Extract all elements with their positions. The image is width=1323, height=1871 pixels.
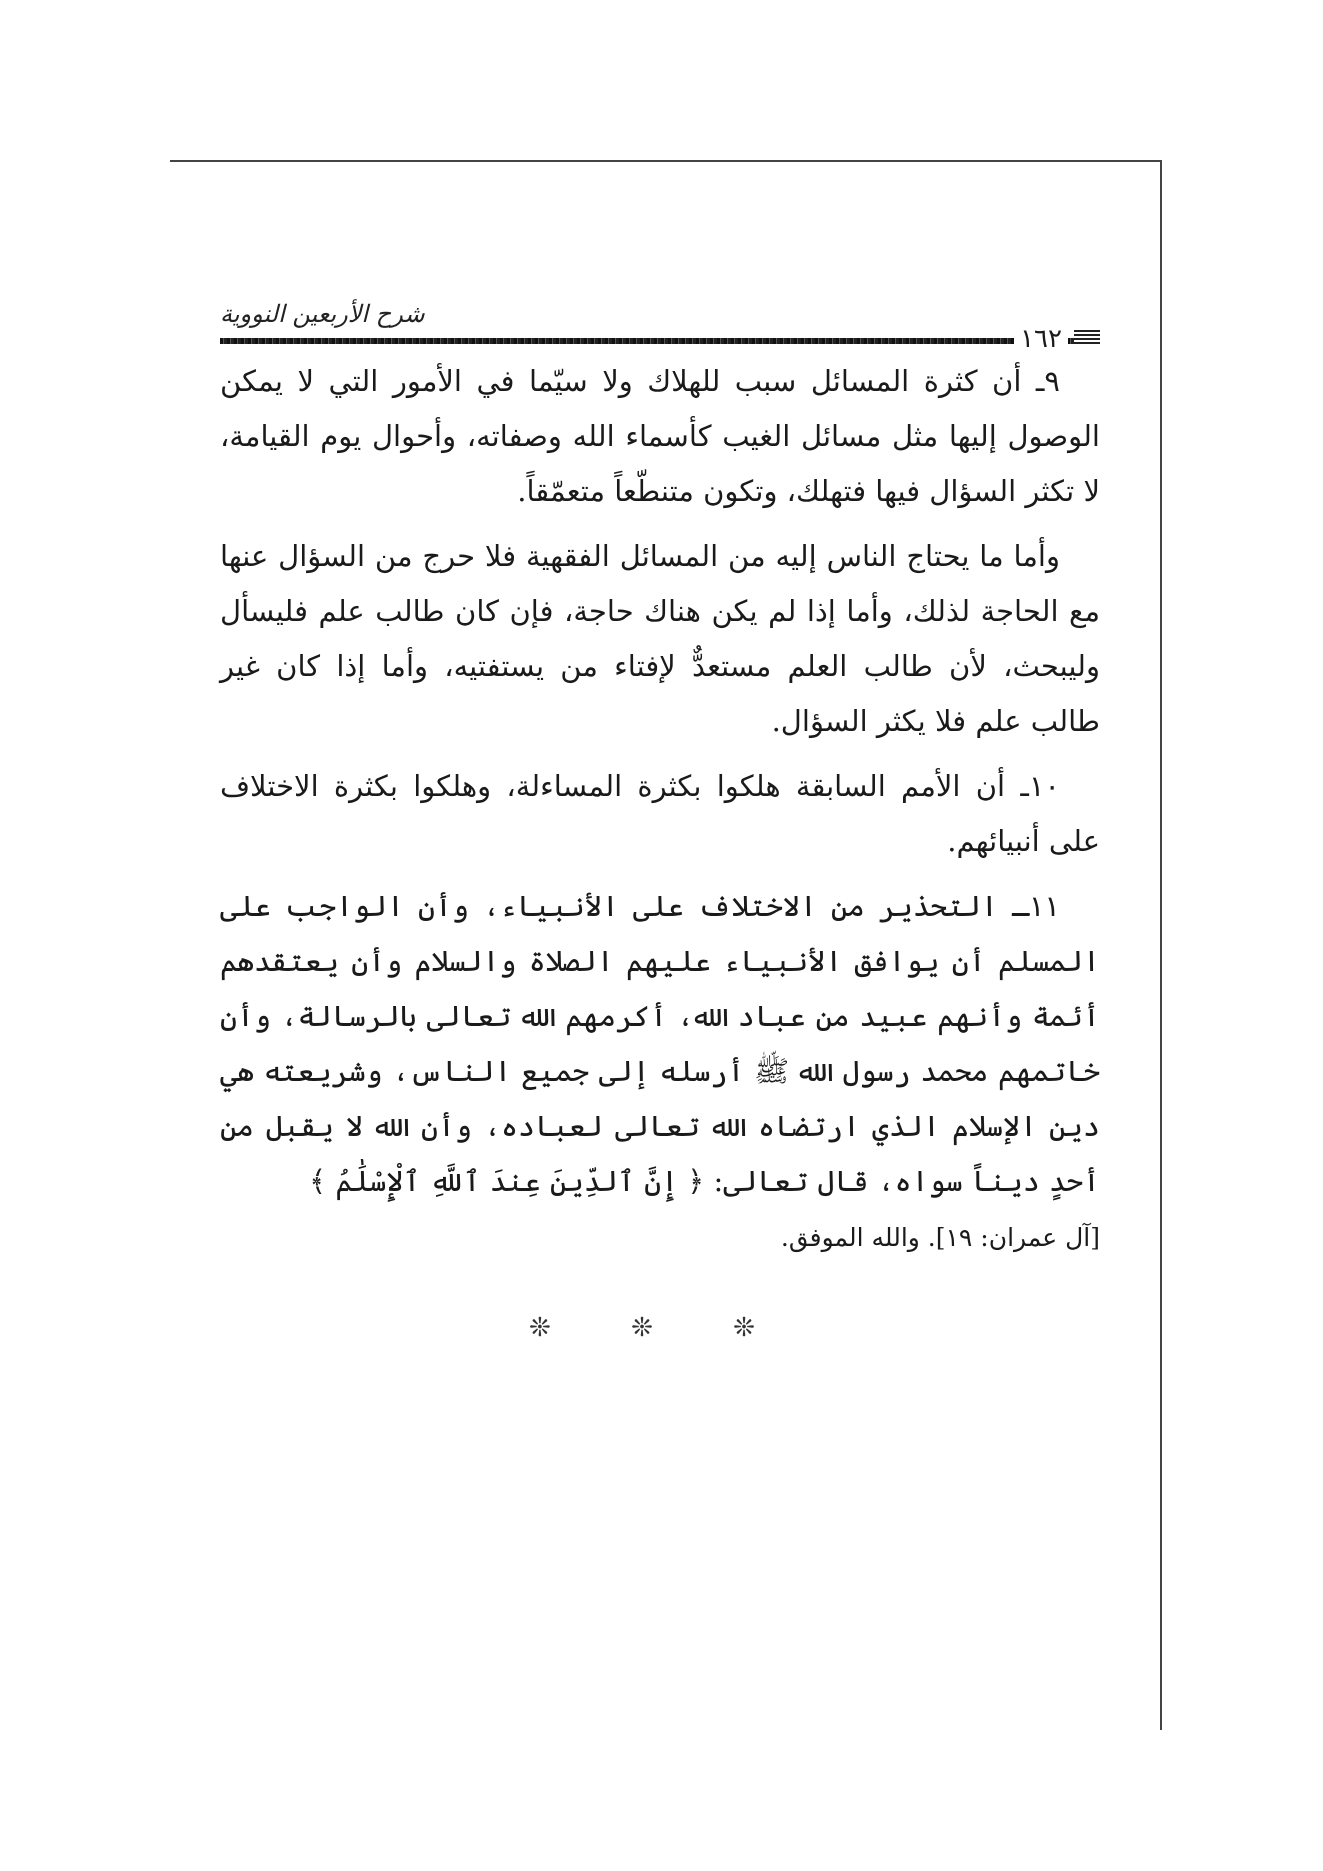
page-number: ١٦٢ xyxy=(1014,326,1068,352)
header-rule xyxy=(220,338,1100,344)
section-separator: ❊ ❊ ❊ xyxy=(529,1313,791,1343)
page-header xyxy=(220,292,1100,354)
paragraph-fiqh-questions: وأما ما يحتاج الناس إليه من المسائل الفقهية فلا حرج من السؤال عنها مع الحاجة لذلك، وأما إذا لم يكن هناك حاجة، فإن كان طالب علم فليسأل وليبحث، لأن طالب العلم مستعدٌّ لإفتاء من يستفتيه، وأما إذا كان غير طالب علم فلا يكثر السؤال. xyxy=(220,539,1100,738)
paragraph-point-11 xyxy=(220,879,1100,1265)
verse-reference: [آل عمران: ١٩]. والله الموفق. xyxy=(780,1223,1100,1252)
running-title: شرح الأربعين النووية xyxy=(220,300,425,328)
paragraph-point-10: ١٠ـ أن الأمم السابقة هلكوا بكثرة المساءلة، وهلكوا بكثرة الاختلاف على أنبيائهم. xyxy=(220,769,1100,858)
page-body xyxy=(220,354,1100,1265)
top-border-line xyxy=(170,160,1162,162)
paragraph-point-11-text: ١١ـ التحذير من الاختلاف على الأنبياء، وأن الواجب على المسلم أن يوافق الأنبياء عليهم الصلاة والسلام وأن يعتقدهم أئمة وأنهم عبيد من عباد الله، أكرمهم الله تعالى بالرسالة، وأن خاتمهم محمد رسول الله ﷺ أرسله إلى جميع الناس، وشريعته هي دين الإسلام الذي ارتضاه الله تعالى لعباده، وأن الله لا يقبل من أحدٍ ديناً سواه، قال تعالى: ﴿ إِنَّ ٱلدِّينَ عِندَ ٱللَّهِ ٱلْإِسْلَٰمُ ﴾ xyxy=(220,889,1100,1198)
paragraph-point-9: ٩ـ أن كثرة المسائل سبب للهلاك ولا سيّما في الأمور التي لا يمكن الوصول إليها مثل مسائل الغيب كأسماء الله وصفاته، وأحوال يوم القيامة، لا تكثر السؤال فيها فتهلك، وتكون متنطّعاً متعمّقاً. xyxy=(220,364,1100,508)
page-number-ornament xyxy=(1074,330,1100,344)
right-border-line xyxy=(1160,160,1162,1730)
book-page xyxy=(220,292,1100,1343)
